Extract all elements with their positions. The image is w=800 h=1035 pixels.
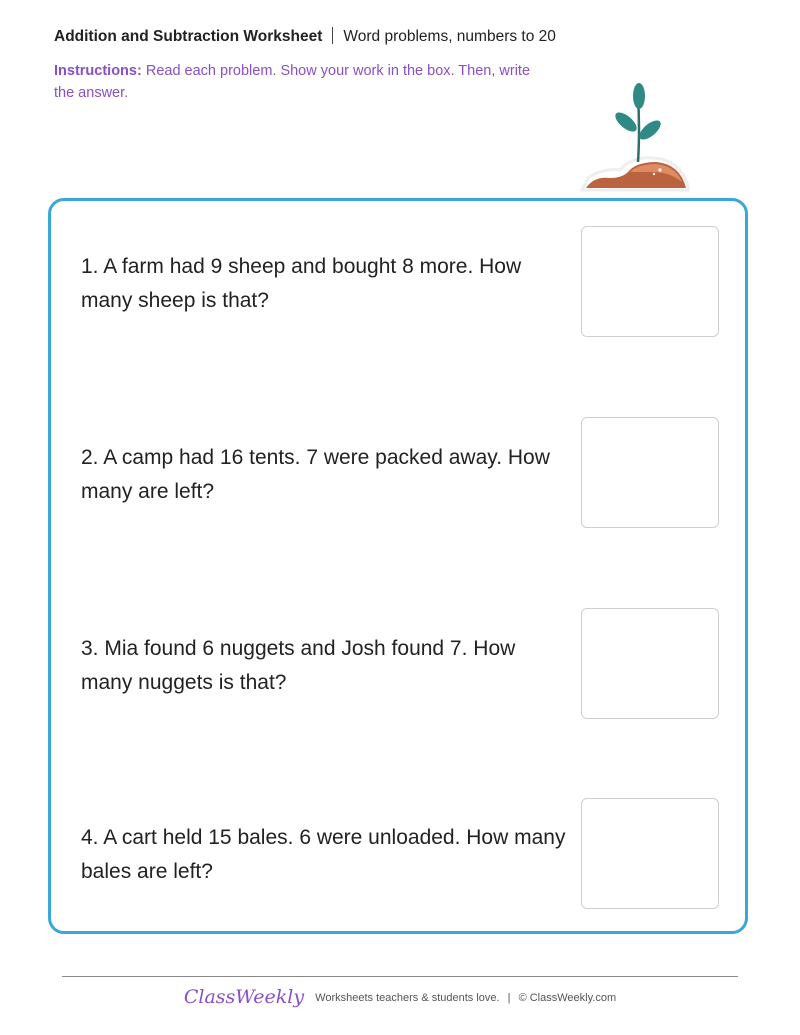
problem-3: 3. Mia found 6 nuggets and Josh found 7. How many nuggets is that?	[81, 637, 516, 694]
sprout-leaf-top	[633, 83, 645, 109]
sprout-leaf-left	[612, 109, 640, 135]
sprout-in-soil-icon	[580, 82, 692, 194]
footer-site: © ClassWeekly.com	[518, 992, 617, 1004]
worksheet-title: Addition and Subtraction Worksheet	[54, 28, 323, 45]
sprout-leaf-right	[636, 117, 664, 143]
problem-4: 4. A cart held 15 bales. 6 were unloaded. How many bales are left?	[81, 826, 566, 883]
problem-1: 1. A farm had 9 sheep and bought 8 more. How many sheep is that?	[81, 255, 522, 312]
worksheet-subtitle: Word problems, numbers to 20	[343, 28, 556, 45]
footer-separator: |	[507, 992, 511, 1004]
answer-box-3[interactable]	[581, 608, 719, 719]
problems-panel	[48, 198, 748, 934]
instructions-text: Read each problem. Show your work in the box. Then, write the answer.	[54, 63, 531, 101]
footer	[0, 986, 800, 1008]
brand-logo: ClassWeekly	[183, 986, 305, 1008]
title-divider	[332, 27, 333, 44]
footer-divider	[62, 976, 738, 977]
worksheet-header	[54, 27, 556, 46]
footer-tagline: Worksheets teachers & students love.	[315, 992, 500, 1004]
instructions	[54, 60, 544, 104]
instructions-label: Instructions:	[54, 63, 142, 79]
answer-box-2[interactable]	[581, 417, 719, 528]
answer-box-1[interactable]	[581, 226, 719, 337]
problem-2: 2. A camp had 16 tents. 7 were packed away. How many are left?	[81, 446, 550, 503]
answer-box-4[interactable]	[581, 798, 719, 909]
